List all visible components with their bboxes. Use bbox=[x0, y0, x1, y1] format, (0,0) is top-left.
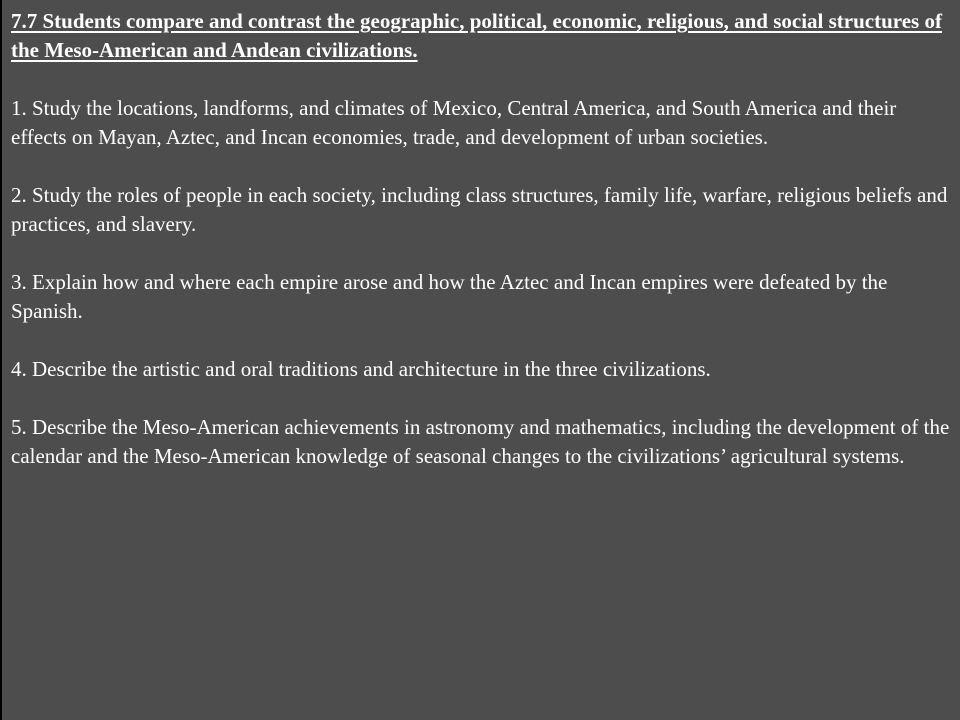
standard-item-4: 4. Describe the artistic and oral traditions and architecture in the three civilizations. bbox=[11, 357, 711, 381]
standard-heading: 7.7 Students compare and contrast the geographic, political, economic, religious, and social structures of the Meso-American and Andean civilizations. bbox=[11, 9, 942, 62]
standard-item-5: 5. Describe the Meso-American achievements in astronomy and mathematics, including the development of the calendar and the Meso-American knowledge of seasonal changes to the civilizations’ agricultural systems. bbox=[11, 415, 950, 468]
slide-content-area bbox=[2, 0, 960, 720]
standard-item-1: 1. Study the locations, landforms, and climates of Mexico, Central America, and South America and their effects on Mayan, Aztec, and Incan economies, trade, and development of urban societies. bbox=[11, 96, 897, 149]
standard-item-2: 2. Study the roles of people in each society, including class structures, family life, warfare, religious beliefs and practices, and slavery. bbox=[11, 183, 948, 236]
standards-list bbox=[11, 94, 950, 471]
standard-item-3: 3. Explain how and where each empire arose and how the Aztec and Incan empires were defeated by the Spanish. bbox=[11, 270, 888, 323]
